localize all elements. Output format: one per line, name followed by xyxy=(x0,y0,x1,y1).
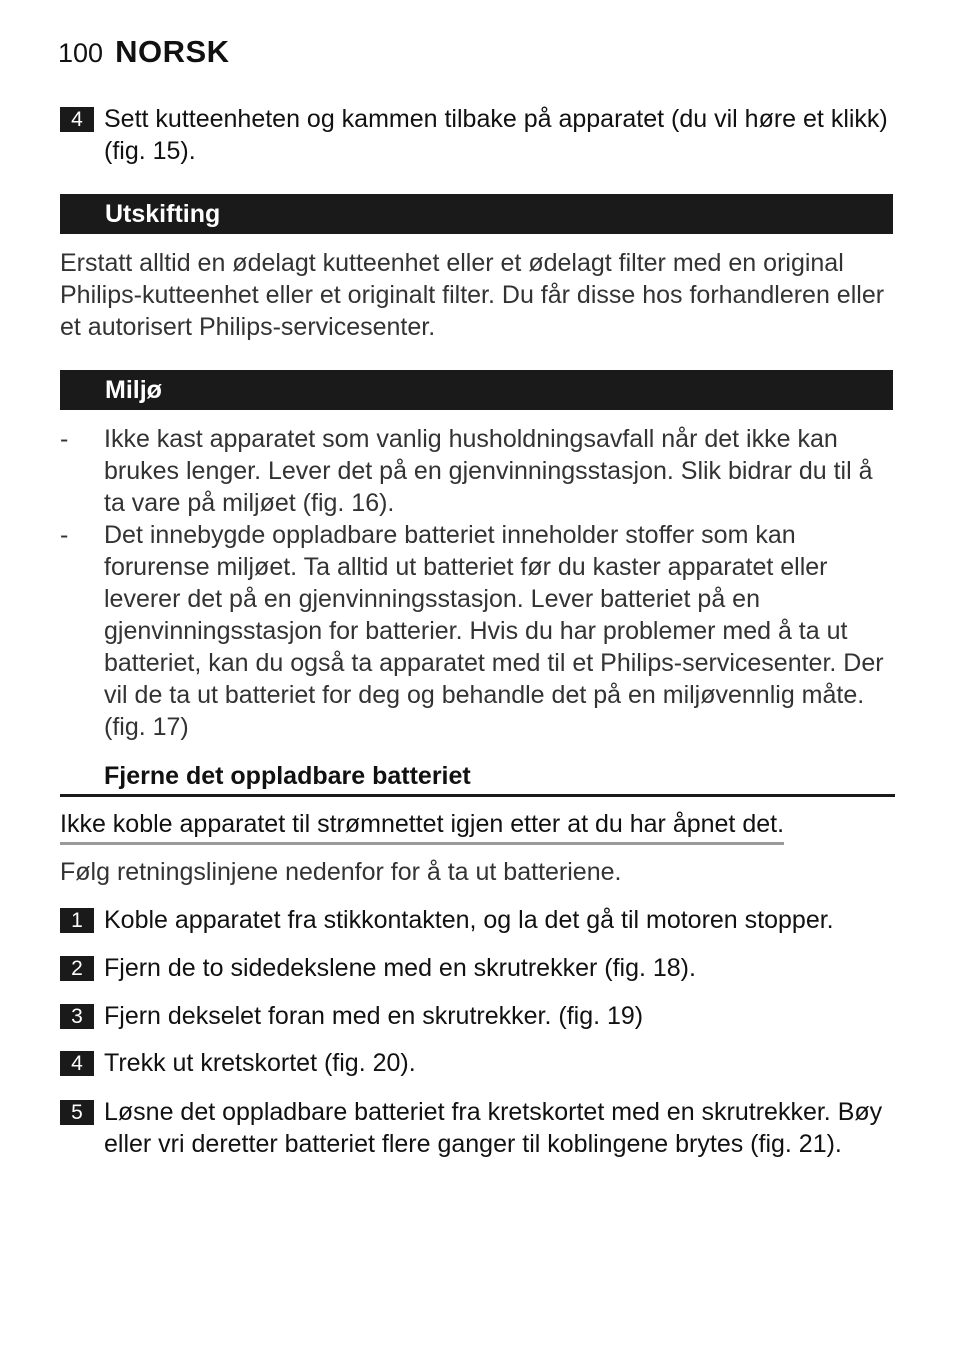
section-heading-bar xyxy=(60,194,893,234)
step-text: Løsne det oppladbare batteriet fra kretskortet med en skrutrekker. Bøy eller vri deretter batteriet flere ganger til koblingene brytes (fig. 21). xyxy=(104,1098,883,1158)
step-text: Sett kutteenheten og kammen tilbake på apparatet (du vil høre et klikk) (fig. 15). xyxy=(104,105,888,165)
warning-text: Ikke koble apparatet til strømnettet igjen etter at du har åpnet det. xyxy=(60,808,784,845)
page-header xyxy=(58,34,230,70)
bullet-item xyxy=(60,423,890,519)
step-text: Fjern de to sidedekslene med en skrutrekker (fig. 18). xyxy=(104,954,696,982)
bullet-dash: - xyxy=(60,521,69,549)
language-title: NORSK xyxy=(115,34,230,69)
subsection-title: Fjerne det oppladbare batteriet xyxy=(104,762,471,790)
section-heading-bar xyxy=(60,370,893,410)
step-number-badge: 4 xyxy=(60,1051,94,1076)
divider xyxy=(60,794,895,797)
paragraph: Erstatt alltid en ødelagt kutteenhet eller et ødelagt filter med en original Philips-kutteenhet eller et originalt filter. Du får disse hos forhandleren eller et autorisert Philips-servicesenter. xyxy=(60,249,885,341)
step-item xyxy=(60,103,900,167)
step-item xyxy=(60,904,900,936)
step-text: Fjern dekselet foran med en skrutrekker. (fig. 19) xyxy=(104,1002,644,1030)
step-number-badge: 4 xyxy=(60,107,94,132)
step-item xyxy=(60,1047,900,1079)
section-title: Utskifting xyxy=(105,200,221,228)
bullet-text: Ikke kast apparatet som vanlig husholdningsavfall når det ikke kan brukes lenger. Lever det på en gjenvinningsstasjon. Slik bidrar du til å ta vare på miljøet (fig. 16). xyxy=(104,425,873,517)
step-text: Trekk ut kretskortet (fig. 20). xyxy=(104,1049,416,1077)
page-number: 100 xyxy=(58,38,104,68)
step-text: Koble apparatet fra stikkontakten, og la det gå til motoren stopper. xyxy=(104,906,834,934)
step-number-badge: 3 xyxy=(60,1004,94,1029)
bullet-text: Det innebygde oppladbare batteriet inneholder stoffer som kan forurense miljøet. Ta alltid ut batteriet før du kaster apparatet eller leverer det på en gjenvinningsstasjon. Lever batteriet på en gjenvinningsstasjon for batterier. Hvis du har problemer med å ta ut batteriet, kan du også ta apparatet med til et Philips-servicesenter. Der vil de ta ut batteriet for deg og behandle det på en miljøvennlig måte. (fig. 17) xyxy=(104,521,884,741)
step-number-badge: 5 xyxy=(60,1100,94,1125)
step-item xyxy=(60,1096,905,1160)
step-item xyxy=(60,952,900,984)
intro-text: Følg retningslinjene nedenfor for å ta ut batteriene. xyxy=(60,858,622,886)
step-item xyxy=(60,1000,900,1032)
step-number-badge: 2 xyxy=(60,956,94,981)
bullet-item xyxy=(60,519,890,743)
section-title: Miljø xyxy=(105,376,162,404)
step-number-badge: 1 xyxy=(60,908,94,933)
bullet-dash: - xyxy=(60,425,69,453)
